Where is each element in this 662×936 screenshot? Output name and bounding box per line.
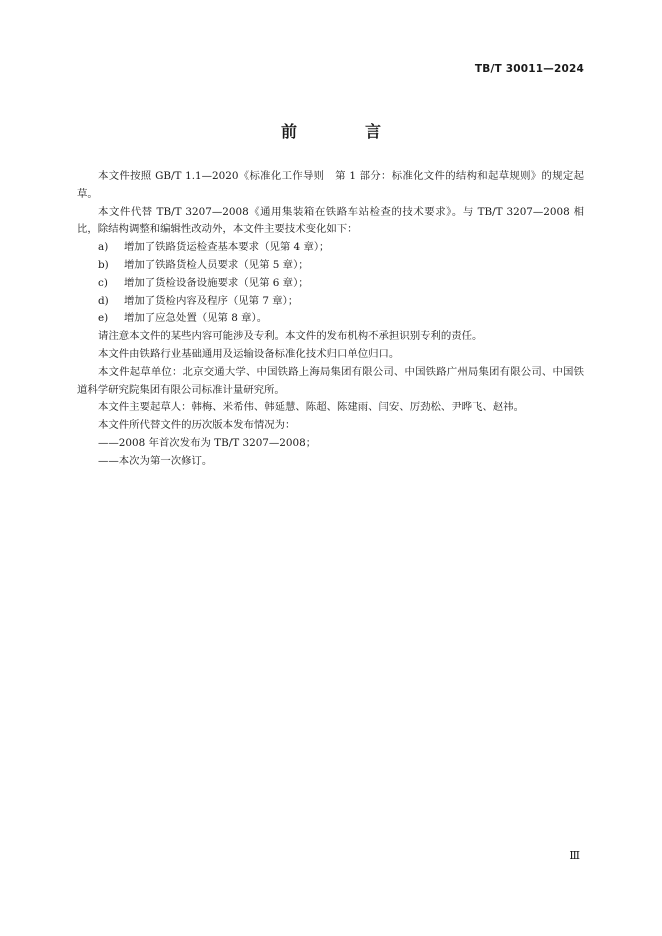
list-item-text: 增加了铁路货检人员要求（见第 5 章）； <box>124 258 309 271</box>
list-item-text: 增加了货检设备设施要求（见第 6 章）； <box>124 276 309 289</box>
paragraph-patent-notice: 请注意本文件的某些内容可能涉及专利。本文件的发布机构不承担识别专利的责任。 <box>98 330 483 343</box>
list-item <box>77 275 584 293</box>
version-history-item: ——2008 年首次发布为 TB/T 3207—2008； <box>98 436 317 449</box>
paragraph-drafting-rules: 本文件按照 GB/T 1.1—2020《标准化工作导则 第 1 部分：标准化文件的结构和起草规则》的规定起草。 <box>77 170 584 200</box>
paragraph-version-history: 本文件所代替文件的历次版本发布情况为： <box>98 419 296 432</box>
list-item <box>77 293 584 311</box>
foreword-body <box>77 168 584 471</box>
list-item <box>77 257 584 275</box>
list-item <box>77 310 584 328</box>
paragraph-replacement: 本文件代替 TB/T 3207—2008《通用集装箱在铁路车站检查的技术要求》。与 TB/T 3207—2008 相比，除结构调整和编辑性改动外，本文件主要技术变化如下： <box>77 205 584 236</box>
list-item <box>77 239 584 257</box>
version-history-item: ——本次为第一次修订。 <box>98 454 213 467</box>
list-item-marker: e) <box>98 312 109 325</box>
list-item-text: 增加了货检内容及程序（见第 7 章）； <box>124 294 299 307</box>
page-number: Ⅲ <box>569 849 580 862</box>
list-item-marker: d) <box>98 294 109 307</box>
standard-code: TB/T 30011—2024 <box>474 63 584 75</box>
list-item-text: 增加了应急处置（见第 8 章）。 <box>124 312 268 325</box>
page-title: 前 言 <box>280 122 407 141</box>
list-item-text: 增加了铁路货运检查基本要求（见第 4 章）； <box>124 241 330 254</box>
paragraph-responsible-unit: 本文件由铁路行业基础通用及运输设备标准化技术归口单位归口。 <box>98 347 400 360</box>
paragraph-drafters: 本文件主要起草人：韩梅、米希伟、韩延慧、陈超、陈建雨、闫安、厉劲松、尹晔飞、赵祎。 <box>98 401 525 414</box>
list-item-marker: c) <box>98 276 108 289</box>
list-item-marker: b) <box>98 258 109 271</box>
list-item-marker: a) <box>98 241 109 254</box>
paragraph-drafting-units: 本文件起草单位：北京交通大学、中国铁路上海局集团有限公司、中国铁路广州局集团有限公司、中国铁道科学研究院集团有限公司标准计量研究所。 <box>77 365 584 396</box>
